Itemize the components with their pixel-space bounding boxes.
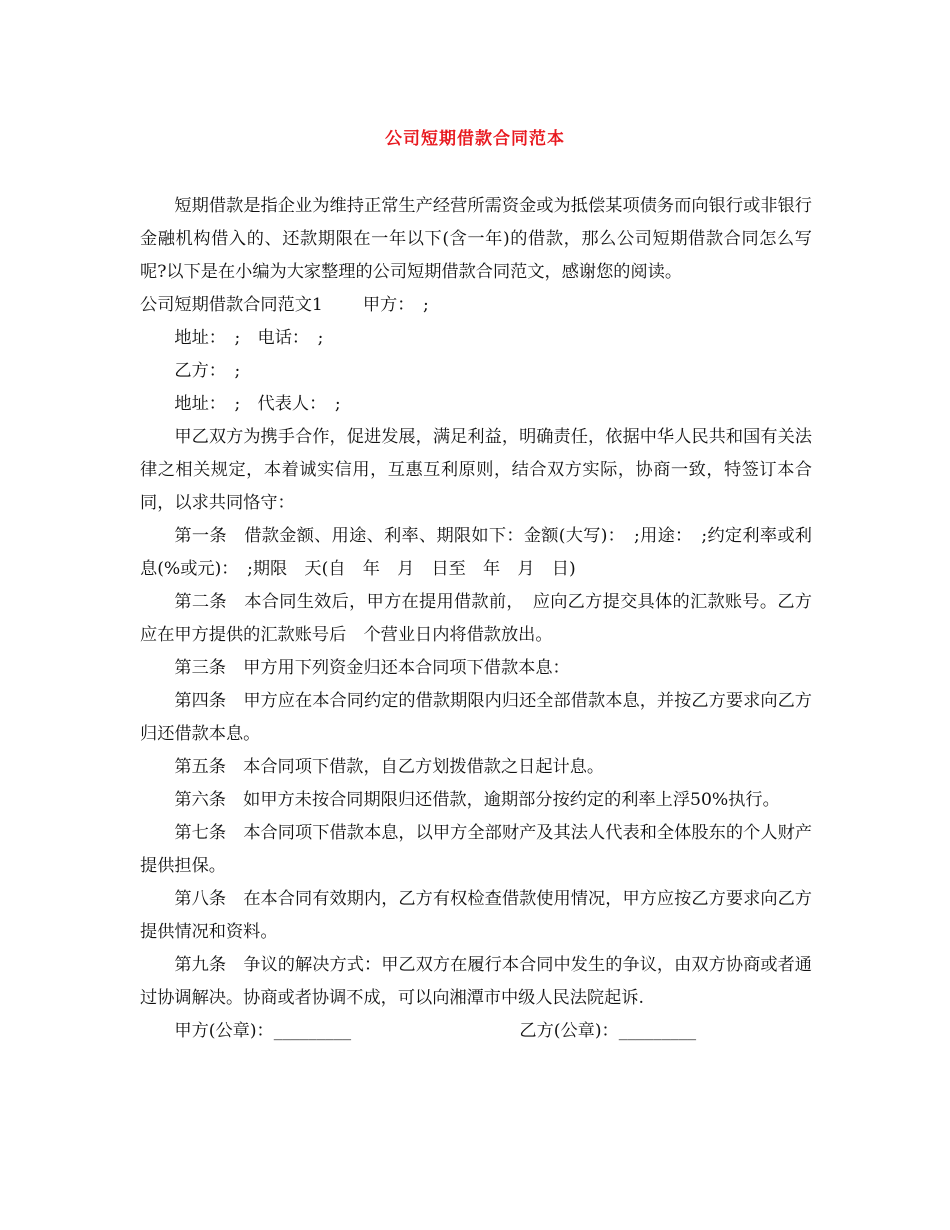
party-b-address: 地址： ; 代表人： ; [174, 394, 341, 414]
signature-party-a: 甲方(公章)：_________ [174, 1021, 352, 1041]
article-1: 第一条 借款金额、用途、利率、期限如下：金额(大写)： ;用途： ;约定利率或利息(%或元)： ;期限 天(自 年 月 日至 年 月 日) [140, 526, 812, 579]
article-8: 第八条 在本合同有效期内，乙方有权检查借款使用情况，甲方应按乙方要求向乙方提供情况和资料。 [140, 889, 812, 942]
signature-party-b: 乙方(公章)：_________ [519, 1021, 697, 1041]
article-6: 第六条 如甲方未按合同期限归还借款，逾期部分按约定的利率上浮50%执行。 [174, 790, 780, 810]
intro-paragraph: 短期借款是指企业为维持正常生产经营所需资金或为抵偿某项债务而向银行或非银行金融机构借入的、还款期限在一年以下(含一年)的借款，那么公司短期借款合同怎么写呢?以下是在小编为大家整理的公司短期借款合同范文，感谢您的阅读。 [140, 196, 812, 282]
signature-row [140, 1015, 812, 1048]
article-2: 第二条 本合同生效后，甲方在提用借款前， 应向乙方提交具体的汇款账号。乙方应在甲方提供的汇款账号后 个营业日内将借款放出。 [140, 592, 812, 645]
document-title: 公司短期借款合同范本 [385, 129, 565, 149]
article-4: 第四条 甲方应在本合同约定的借款期限内归还全部借款本息，并按乙方要求向乙方归还借款本息。 [140, 691, 812, 744]
section-heading: 公司短期借款合同范文1 [140, 295, 323, 315]
preamble-paragraph: 甲乙双方为携手合作，促进发展，满足利益，明确责任，依据中华人民共和国有关法律之相关规定，本着诚实信用，互惠互利原则，结合双方实际，协商一致，特签订本合同，以求共同恪守： [140, 427, 812, 513]
party-a-address: 地址： ; 电话： ; [174, 328, 324, 348]
section-heading-line [140, 289, 812, 322]
document-body [140, 190, 812, 1048]
article-5: 第五条 本合同项下借款，自乙方划拨借款之日起计息。 [174, 757, 605, 777]
article-7: 第七条 本合同项下借款本息，以甲方全部财产及其法人代表和全体股东的个人财产提供担保。 [140, 823, 812, 876]
article-3: 第三条 甲方用下列资金归还本合同项下借款本息： [174, 658, 570, 678]
article-9: 第九条 争议的解决方式：甲乙双方在履行本合同中发生的争议，由双方协商或者通过协调解决。协商或者协调不成，可以向湘潭市中级人民法院起诉. [140, 955, 812, 1008]
party-a-line: 甲方： ; [362, 295, 429, 315]
party-b-line: 乙方： ; [174, 361, 241, 381]
